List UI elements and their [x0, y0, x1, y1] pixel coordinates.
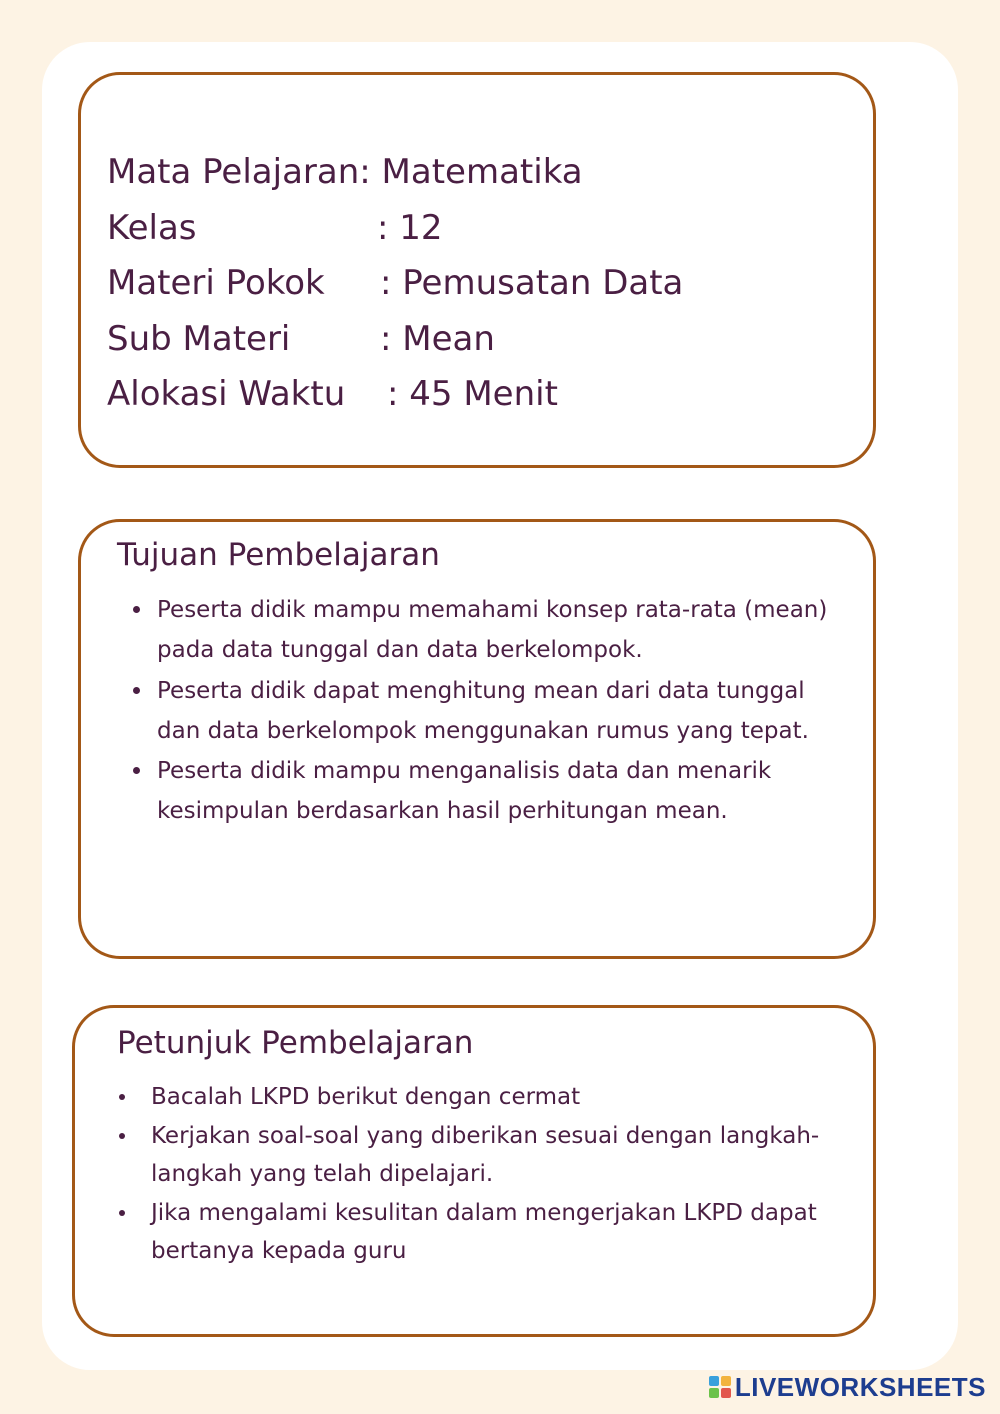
- info-row-main-topic: [107, 256, 683, 312]
- list-item: [117, 1078, 847, 1117]
- learning-objectives-list: [131, 590, 851, 832]
- info-row-class: [107, 201, 683, 257]
- subject-value: Matematika: [370, 152, 583, 192]
- bullet-icon: [133, 687, 140, 694]
- list-item: [131, 751, 851, 832]
- time-allocation-label: Alokasi Waktu: [107, 374, 346, 414]
- main-topic-value: : Pemusatan Data: [380, 263, 684, 303]
- list-item: [131, 671, 851, 752]
- learning-instructions-card: [72, 1005, 876, 1337]
- class-label: Kelas: [107, 207, 197, 248]
- time-allocation-value: : 45 Menit: [387, 374, 558, 414]
- subject-label: Mata Pelajaran:: [107, 152, 371, 192]
- logo-tile: [721, 1376, 731, 1386]
- liveworksheets-wordmark: LIVEWORKSHEETS: [734, 1372, 986, 1402]
- learning-instructions-list: [117, 1078, 847, 1271]
- main-topic-label: Materi Pokok: [107, 263, 325, 303]
- liveworksheets-logo-icon: [709, 1376, 731, 1398]
- instruction-text: Jika mengalami kesulitan dalam mengerjakan LKPD dapat bertanya kepada guru: [151, 1199, 817, 1264]
- bullet-icon: [133, 767, 140, 774]
- lesson-info-list: [107, 145, 683, 423]
- objective-text: Peserta didik mampu menganalisis data dan menarik kesimpulan berdasarkan hasil perhitungan mean.: [157, 758, 772, 825]
- logo-tile: [721, 1388, 731, 1398]
- learning-instructions-title: Petunjuk Pembelajaran: [117, 1025, 474, 1061]
- list-item: [131, 590, 851, 671]
- info-row-subject: [107, 145, 683, 201]
- logo-tile: [709, 1376, 719, 1386]
- class-value: : 12: [377, 207, 443, 248]
- bullet-icon: [119, 1133, 125, 1139]
- objective-text: Peserta didik mampu memahami konsep rata-rata (mean) pada data tunggal dan data berkelompok.: [157, 597, 828, 664]
- bullet-icon: [133, 606, 140, 613]
- info-row-time: [107, 367, 683, 423]
- subtopic-label: Sub Materi: [107, 318, 291, 359]
- instruction-text: Bacalah LKPD berikut dengan cermat: [151, 1084, 581, 1110]
- list-item: [117, 1117, 847, 1194]
- objective-text: Peserta didik dapat menghitung mean dari data tunggal dan data berkelompok menggunakan rumus yang tepat.: [157, 677, 809, 744]
- learning-objectives-title: Tujuan Pembelajaran: [117, 537, 440, 573]
- info-row-subtopic: [107, 312, 683, 368]
- lesson-info-card: [78, 72, 876, 468]
- subtopic-value: : Mean: [380, 318, 495, 359]
- instruction-text: Kerjakan soal-soal yang diberikan sesuai dengan langkah-langkah yang telah dipelajari.: [151, 1122, 820, 1187]
- bullet-icon: [119, 1094, 125, 1100]
- learning-objectives-card: [78, 519, 876, 959]
- liveworksheets-brand[interactable]: [709, 1372, 986, 1402]
- bullet-icon: [119, 1210, 125, 1216]
- list-item: [117, 1194, 847, 1271]
- logo-tile: [709, 1388, 719, 1398]
